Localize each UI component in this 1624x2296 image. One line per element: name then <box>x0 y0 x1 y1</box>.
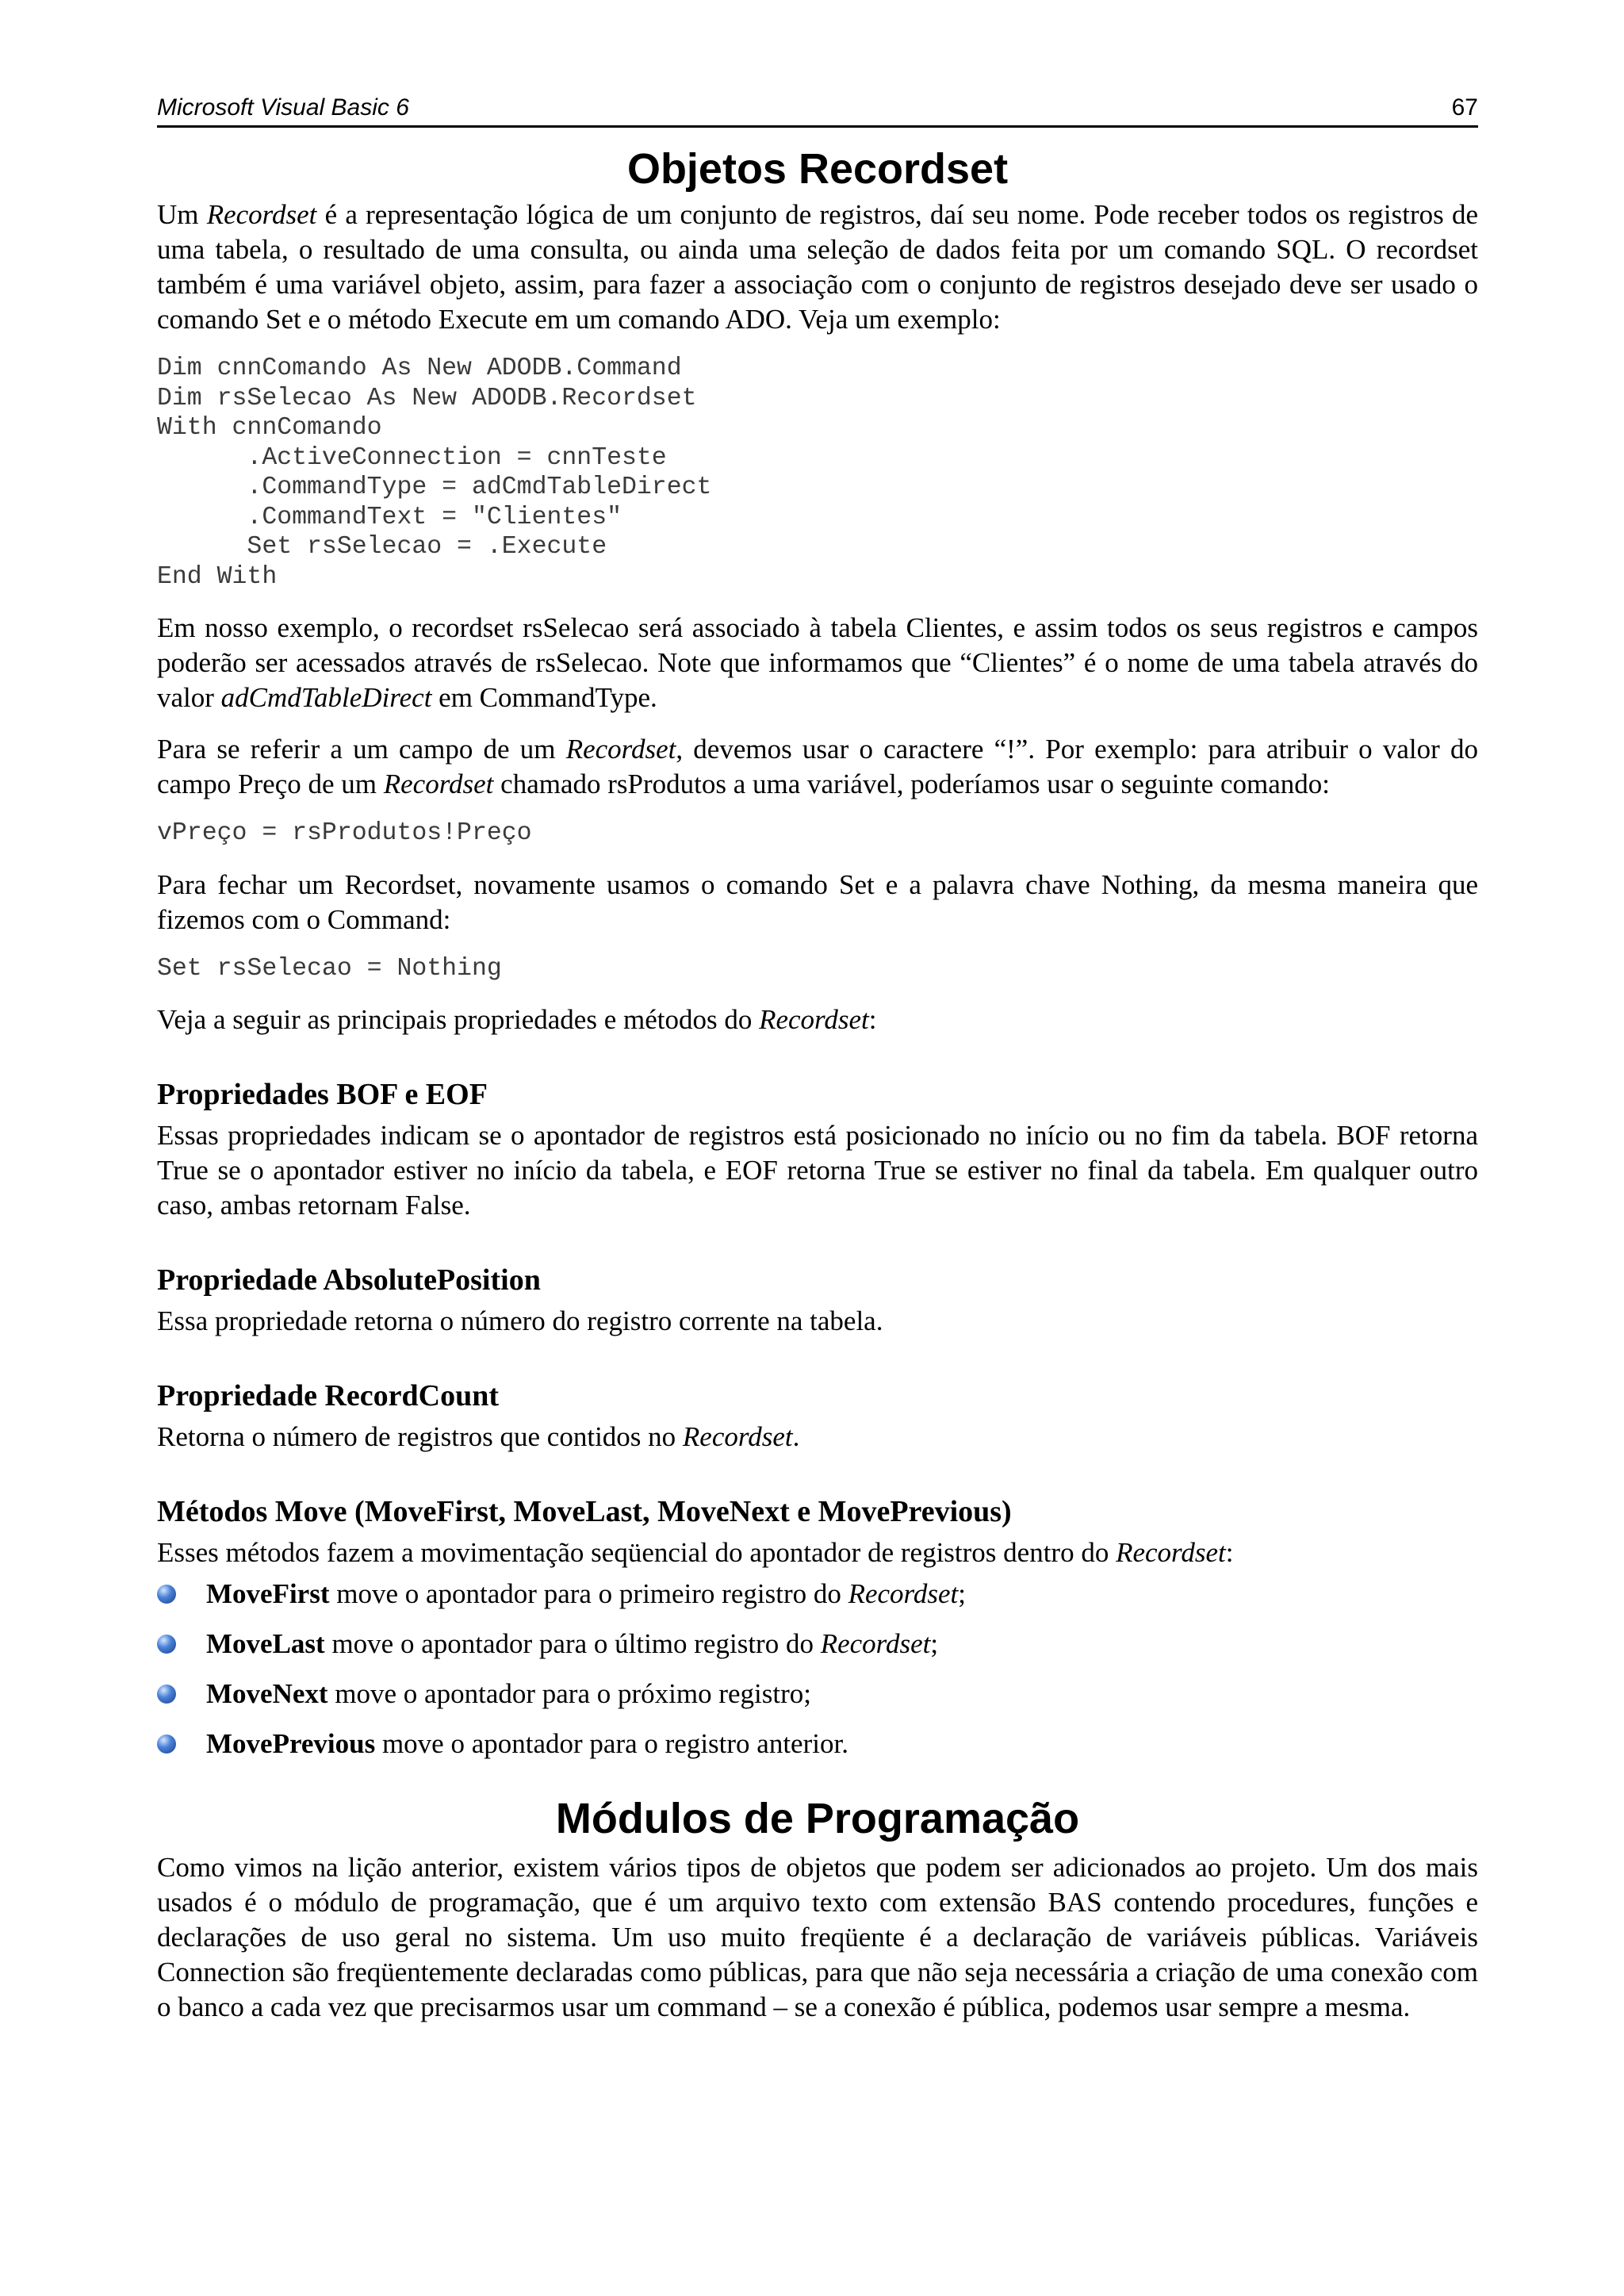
heading-move-methods: Métodos Move (MoveFirst, MoveLast, MoveNext e MovePrevious) <box>157 1495 1012 1528</box>
blue-sphere-bullet-icon <box>157 1585 176 1604</box>
recordset-intro-paragraph: Um Recordset é a representação lógica de um conjunto de registros, daí seu nome. Pode receber todos os registros de uma tabela, o resultado de uma consulta, ou ainda uma seleção de dados feita por um comando SQL. O recordset também é uma variável objeto, assim, para fazer a associação com o conjunto de registros desejado deve ser usado o comando Set e o método Execute em um comando ADO. Veja um exemplo: <box>157 199 1479 335</box>
example-explanation-paragraph: Em nosso exemplo, o recordset rsSelecao será associado à tabela Clientes, e assim todos os seus registros e campos poderão ser acessados através de rsSelecao. Note que informamos que “Clientes” é o nome de uma tabela através do valor adCmdTableDirect em CommandType. <box>157 612 1478 713</box>
list-item: MoveLast move o apontador para o último registro do Recordset; <box>157 1627 1478 1662</box>
blue-sphere-bullet-icon <box>157 1635 176 1654</box>
running-header <box>157 94 1478 128</box>
section-title-recordset: Objetos Recordset <box>626 145 1009 193</box>
bof-eof-paragraph: Essas propriedades indicam se o apontador de registros está posicionado no início ou no fim da tabela. BOF retorna True se o apontador estiver no início da tabela, e EOF retorna True se estiver no final da tabela. Em qualquer outro caso, ambas retornam False. <box>157 1120 1478 1221</box>
list-item: MoveFirst move o apontador para o primeiro registro do Recordset; <box>157 1577 1478 1612</box>
code-example-field: vPreço = rsProdutos!Preço <box>157 819 532 847</box>
heading-bof-eof: Propriedades BOF e EOF <box>157 1078 488 1111</box>
code-example-close: Set rsSelecao = Nothing <box>157 954 502 983</box>
heading-record-count: Propriedade RecordCount <box>157 1379 499 1412</box>
list-item: MovePrevious move o apontador para o registro anterior. <box>157 1727 1478 1761</box>
book-title: Microsoft Visual Basic 6 <box>157 94 409 121</box>
modules-paragraph: Como vimos na lição anterior, existem vários tipos de objetos que podem ser adicionados ao projeto. Um dos mais usados é o módulo de programação, que é um arquivo texto com extensão BAS contendo procedures, funções e declarações de uso geral no sistema. Um uso muito freqüente é a declaração de variáveis públicas. Variáveis Connection são freqüentemente declaradas como públicas, para que não seja necessária a criação de uma conexão com o banco a cada vez que precisarmos usar um command – se a conexão é pública, podemos usar sempre a mesma. <box>157 1852 1478 2022</box>
code-example-recordset: Dim cnnComando As New ADODB.Command Dim rsSelecao As New ADODB.Recordset With cnnComando .ActiveConnection = cnnTeste .CommandType = adCmdTableDirect .CommandText = "Clientes" Set rsSelecao = .Execute End With <box>157 355 712 591</box>
field-access-paragraph: Para se referir a um campo de um Recordset, devemos usar o caractere “!”. Por exemplo: para atribuir o valor do campo Preço de um Recordset chamado rsProdutos a uma variável, poderíamos usar o seguinte comando: <box>157 734 1478 799</box>
blue-sphere-bullet-icon <box>157 1734 176 1754</box>
blue-sphere-bullet-icon <box>157 1685 176 1704</box>
move-methods-intro-paragraph: Esses métodos fazem a movimentação seqüencial do apontador de registros dentro do Recordset: <box>157 1537 1234 1568</box>
properties-intro-paragraph: Veja a seguir as principais propriedades e métodos do Recordset: <box>157 1004 877 1035</box>
section-title-modules: Módulos de Programação <box>555 1795 1080 1842</box>
absolute-position-paragraph: Essa propriedade retorna o número do registro corrente na tabela. <box>157 1305 883 1336</box>
document-page <box>157 94 1478 2041</box>
close-recordset-paragraph: Para fechar um Recordset, novamente usamos o comando Set e a palavra chave Nothing, da mesma maneira que fizemos com o Command: <box>157 868 1478 935</box>
list-item: MoveNext move o apontador para o próximo registro; <box>157 1677 1478 1711</box>
move-methods-list <box>157 1577 1478 1761</box>
record-count-paragraph: Retorna o número de registros que contidos no Recordset. <box>157 1421 800 1452</box>
heading-absolute-position: Propriedade AbsolutePosition <box>157 1263 541 1297</box>
page-number: 67 <box>1451 94 1478 121</box>
